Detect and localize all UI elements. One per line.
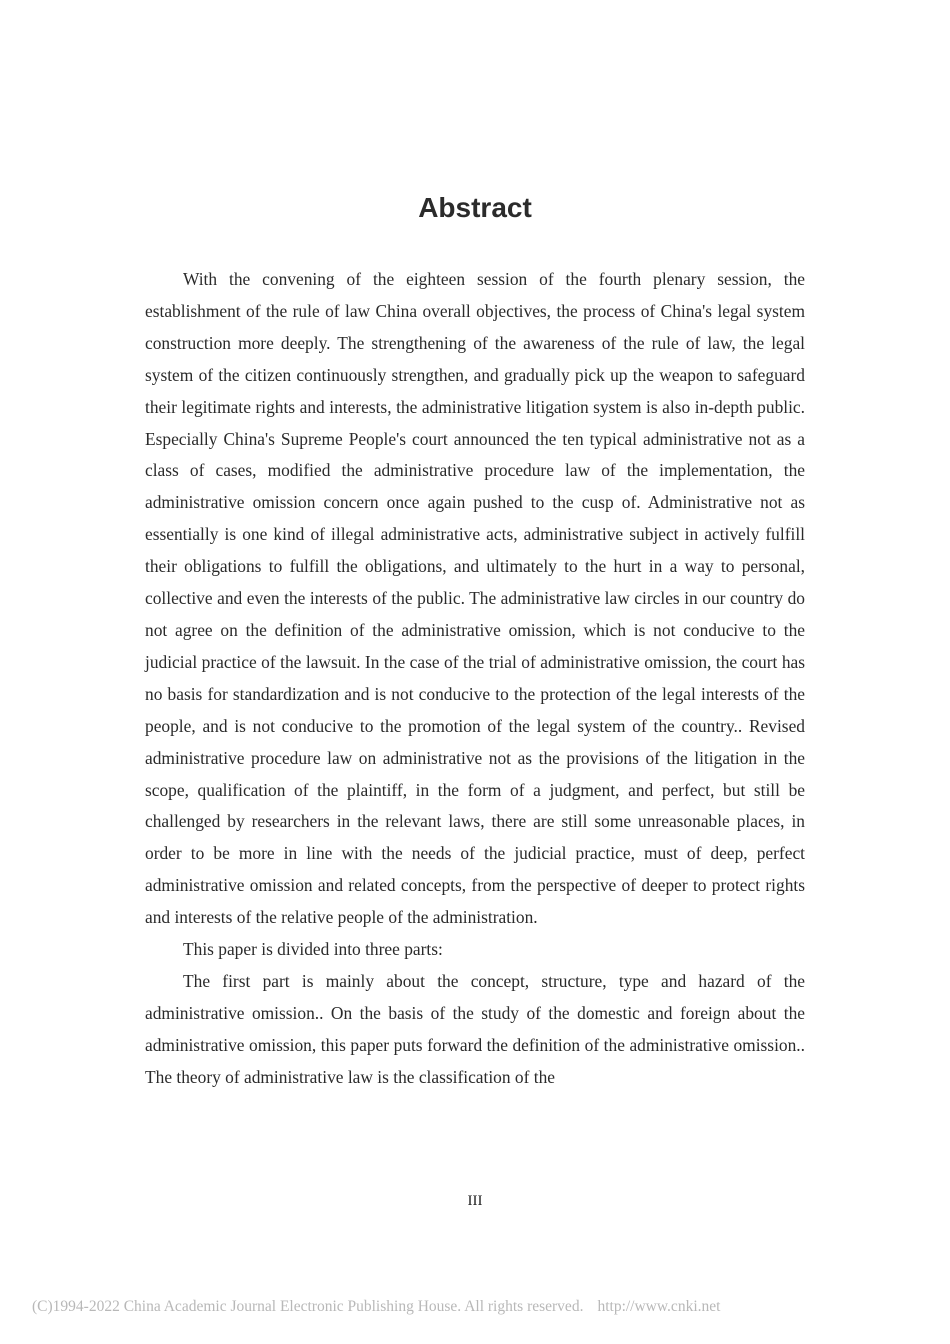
abstract-body <box>145 264 805 1094</box>
abstract-paragraph-3: The first part is mainly about the concept, structure, type and hazard of the administrative omission.. On the basis of the study of the domestic and foreign about the administrative omission, this paper puts forward the definition of the administrative omission.. The theory of administrative law is the classification of the <box>145 970 805 1087</box>
abstract-paragraph-1: With the convening of the eighteen session of the fourth plenary session, the establishment of the rule of law China overall objectives, the process of China's legal system construction more deeply. The strengthening of the awareness of the rule of law, the legal system of the citizen continuously strengthen, and gradually pick up the weapon to safeguard their legitimate rights and interests, the administrative litigation system is also in-depth public. Especially China's Supreme People's court announced the ten typical administrative not as a class of cases, modified the administrative procedure law of the implementation, the administrative omission concern once again pushed to the cusp of. Administrative not as essentially is one kind of illegal administrative acts, administrative subject in actively fulfill their obligations to fulfill the obligations, and ultimately to the hurt in a way to personal, collective and even the interests of the public. The administrative law circles in our country do not agree on the definition of the administrative omission, which is not conducive to the judicial practice of the lawsuit. In the case of the trial of administrative omission, the court has no basis for standardization and is not conducive to the protection of the legal interests of the people, and is not conducive to the promotion of the legal system of the country.. Revised administrative procedure law on administrative not as the provisions of the litigation in the scope, qualification of the plaintiff, in the form of a judgment, and perfect, but still be challenged by researchers in the relevant laws, there are still some unreasonable places, in order to be more in line with the needs of the judicial practice, must of deep, perfect administrative omission and related concepts, from the perspective of deeper to protect rights and interests of the relative people of the administration. <box>145 269 805 928</box>
abstract-paragraph-2: This paper is divided into three parts: <box>183 939 443 960</box>
page-title: Abstract <box>418 192 532 223</box>
copyright-footer <box>32 1296 932 1318</box>
copyright-text: (C)1994-2022 China Academic Journal Electronic Publishing House. All rights reserved. <box>32 1298 584 1315</box>
footer-url: http://www.cnki.net <box>597 1298 721 1315</box>
page-number: III <box>467 1193 483 1209</box>
